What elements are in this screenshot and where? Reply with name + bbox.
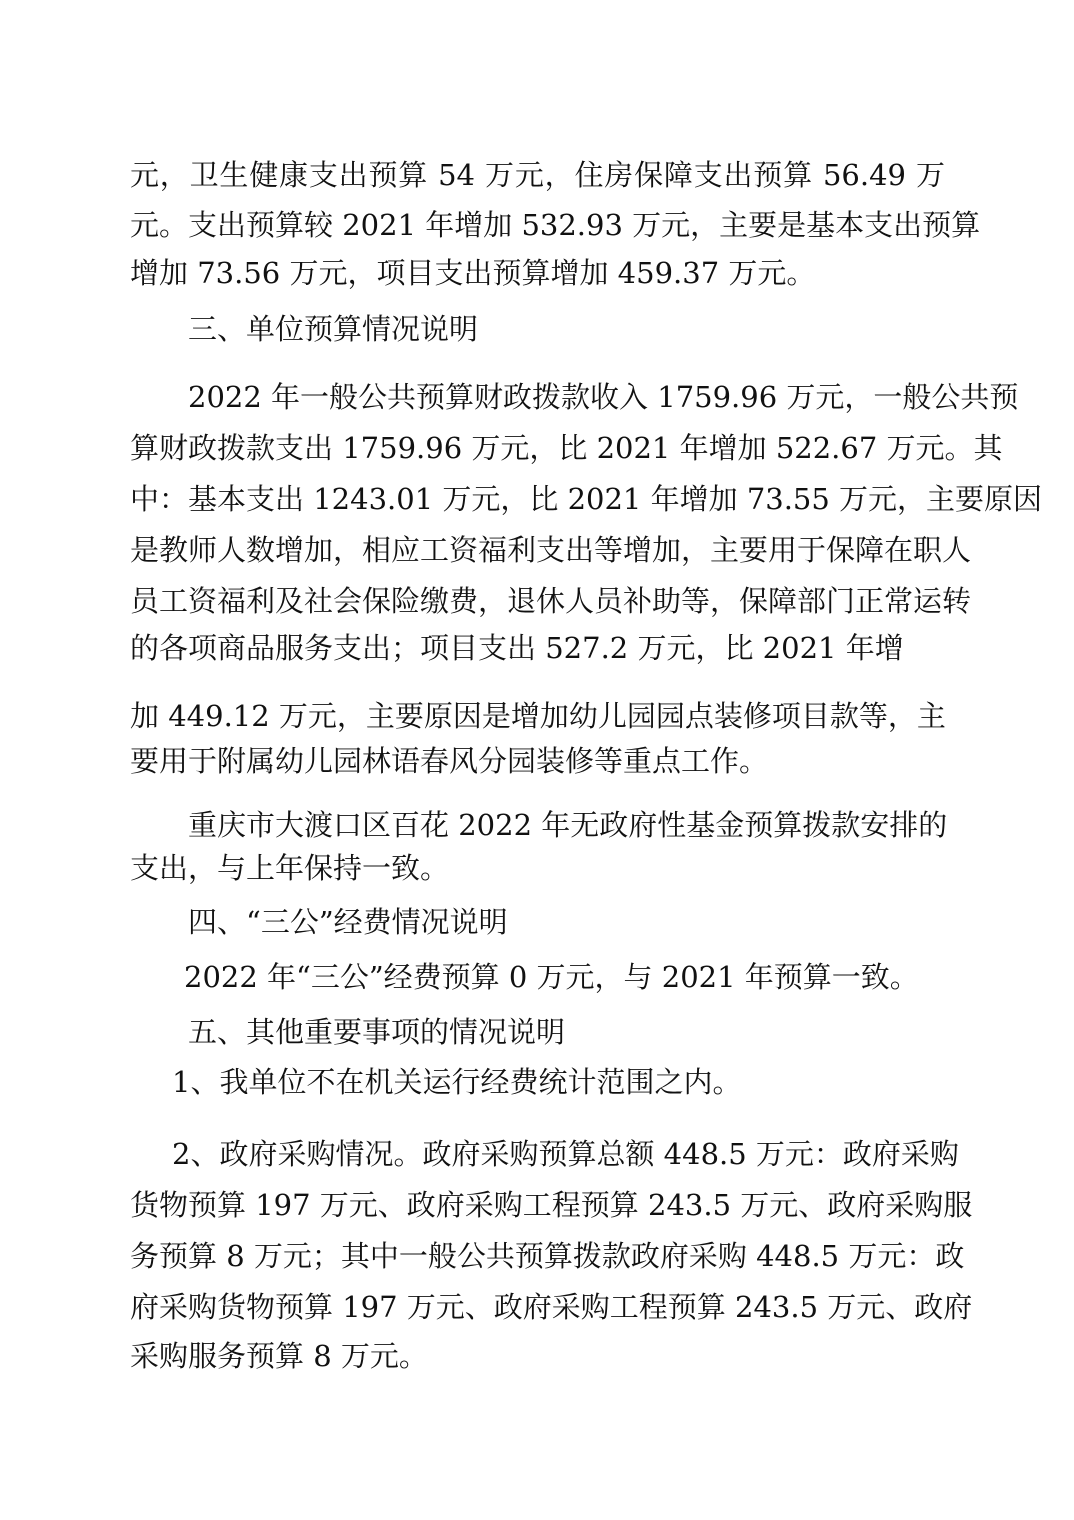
section-heading: 五、其他重要事项的情况说明 — [188, 1015, 566, 1049]
paragraph-text-line: 加 449.12 万元，主要原因是增加幼儿园园点装修项目款等，主 — [130, 699, 946, 733]
section-heading: 三、单位预算情况说明 — [188, 312, 479, 346]
paragraph-text-line: 采购服务预算 8 万元。 — [130, 1339, 428, 1373]
paragraph-text-line: 增加 73.56 万元，项目支出预算增加 459.37 万元。 — [130, 256, 816, 290]
paragraph-text-line: 的各项商品服务支出；项目支出 527.2 万元，比 2021 年增 — [130, 631, 904, 665]
paragraph-text-line: 中：基本支出 1243.01 万元，比 2021 年增加 73.55 万元，主要原因 — [130, 482, 1043, 516]
paragraph-text-line: 货物预算 197 万元、政府采购工程预算 243.5 万元、政府采购服 — [130, 1188, 973, 1222]
paragraph-text-line: 重庆市大渡口区百花 2022 年无政府性基金预算拨款安排的 — [188, 808, 948, 842]
list-item: 2、政府采购情况。政府采购预算总额 448.5 万元：政府采购 — [172, 1137, 959, 1171]
paragraph-text-line: 支出，与上年保持一致。 — [130, 851, 450, 885]
section-heading: 四、“三公”经费情况说明 — [188, 905, 508, 939]
paragraph-text-line: 要用于附属幼儿园林语春风分园装修等重点工作。 — [130, 744, 769, 778]
paragraph-text-line: 务预算 8 万元；其中一般公共预算拨款政府采购 448.5 万元：政 — [130, 1239, 965, 1273]
paragraph-text-line: 府采购货物预算 197 万元、政府采购工程预算 243.5 万元、政府 — [130, 1290, 973, 1324]
paragraph-text-line: 2022 年“三公”经费预算 0 万元，与 2021 年预算一致。 — [184, 960, 919, 994]
list-item: 1、我单位不在机关运行经费统计范围之内。 — [172, 1065, 742, 1099]
paragraph-text-line: 元，卫生健康支出预算 54 万元，住房保障支出预算 56.49 万 — [130, 158, 945, 192]
paragraph-text-line: 员工资福利及社会保险缴费，退休人员补助等，保障部门正常运转 — [130, 584, 972, 618]
paragraph-text-line: 是教师人数增加，相应工资福利支出等增加，主要用于保障在职人 — [130, 533, 972, 567]
paragraph-text-line: 元。支出预算较 2021 年增加 532.93 万元，主要是基本支出预算 — [130, 208, 981, 242]
paragraph-text-line: 算财政拨款支出 1759.96 万元，比 2021 年增加 522.67 万元。其 — [130, 431, 1003, 465]
paragraph-text-line: 2022 年一般公共预算财政拨款收入 1759.96 万元，一般公共预 — [188, 380, 1019, 414]
